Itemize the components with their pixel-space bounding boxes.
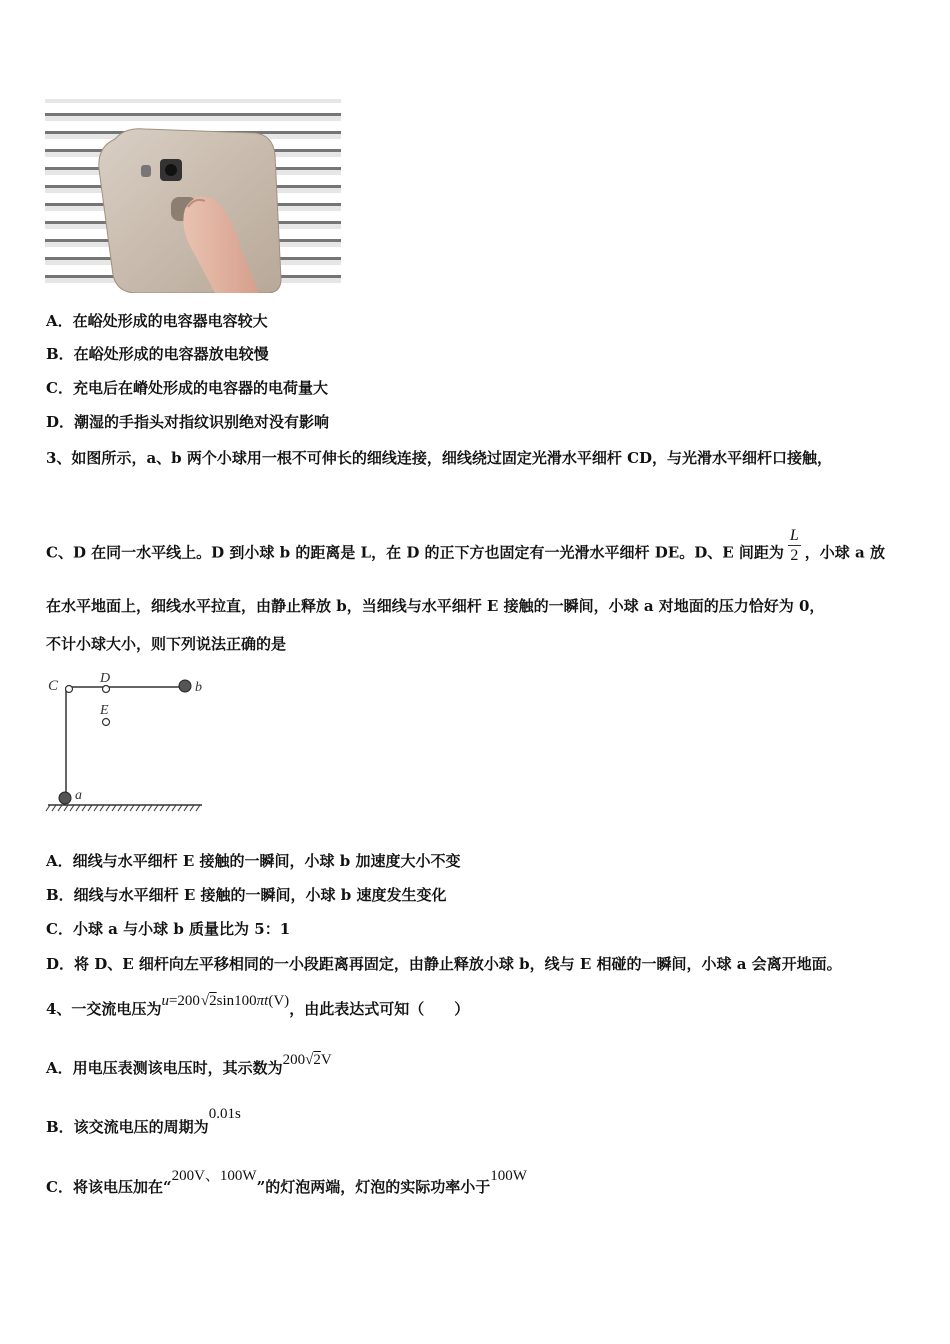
q4-stem-after: ，由此表达式可知（ ）: [289, 1000, 470, 1018]
q3-stem-line2-after: ，小球 a 放: [804, 543, 885, 562]
label-e: E: [100, 703, 109, 718]
ball-b: [179, 680, 191, 692]
q3-stem-line2-before: C、D 在同一水平线上。D 到小球 b 的距离是 L，在 D 的正下方也固定有一光滑水平细杆 DE。D、E 间距为: [46, 543, 784, 562]
q2-option-b: B．在峪处形成的电容器放电较慢: [46, 345, 269, 363]
q4-option-a-value-pre: 200: [282, 1052, 306, 1068]
q3-stem-line2: [46, 527, 885, 573]
q4-option-c-value: 100W: [490, 1168, 527, 1184]
q4-formula-u: u: [161, 993, 169, 1009]
q4-option-a-value-unit: V: [320, 1052, 332, 1068]
q4-formula-sin: sin100: [216, 993, 257, 1009]
q4-stem: [46, 993, 470, 1020]
q4-option-a: [46, 1052, 332, 1079]
q4-formula-pi-t: πt: [256, 993, 269, 1009]
q3-diagram: [44, 668, 210, 816]
q4-option-a-value-sqrt: 2: [313, 1052, 321, 1068]
q4-option-c-text-mid: ”的灯泡两端，灯泡的实际功率小于: [256, 1178, 491, 1196]
ball-a: [59, 792, 71, 804]
q4-option-c: [46, 1168, 527, 1198]
fraction-l-over-2: [788, 526, 801, 565]
fraction-denominator: 2: [790, 547, 799, 564]
q3-stem-line4: 不计小球大小，则下列说法正确的是: [46, 635, 287, 653]
q4-option-b-text: B．该交流电压的周期为: [46, 1118, 209, 1136]
q3-stem-line3: 在水平地面上，细线水平拉直，由静止释放 b，当细线与水平细杆 E 接触的一瞬间，小球 a 对地面的压力恰好为 0，: [46, 597, 825, 615]
label-b: b: [195, 680, 202, 695]
q3-option-c: C．小球 a 与小球 b 质量比为 5：1: [46, 920, 291, 938]
q4-option-c-text-before: C．将该电压加在“: [46, 1178, 172, 1196]
rod-c-marker: [66, 686, 73, 693]
sqrt-symbol: √: [200, 993, 210, 1009]
rod-e-marker: [103, 719, 110, 726]
rod-d-marker: [103, 686, 110, 693]
q4-formula-unit: (V): [268, 993, 290, 1009]
fingerprint-phone-photo: [45, 99, 341, 293]
q2-option-d: D．潮湿的手指头对指纹识别绝对没有影响: [46, 413, 330, 431]
label-c: C: [48, 678, 59, 694]
q4-option-b: [46, 1106, 241, 1138]
label-a: a: [75, 788, 82, 803]
q4-formula-eq: =200: [168, 993, 200, 1009]
q4-formula: [161, 993, 289, 1009]
q4-option-c-rating: 200V、100W: [171, 1168, 257, 1184]
fraction-numerator: L: [789, 527, 799, 544]
q3-option-a: A．细线与水平细杆 E 接触的一瞬间，小球 b 加速度大小不变: [46, 852, 461, 870]
q3-stem-line1: 3、如图所示，a、b 两个小球用一根不可伸长的细线连接，细线绕过固定光滑水平细杆 CD，与光滑水平细杆口接触，: [46, 449, 833, 467]
q3-option-d: D．将 D、E 细杆向左平移相同的一小段距离再固定，由静止释放小球 b，线与 E 相碰的一瞬间，小球 a 会离开地面。: [46, 955, 842, 973]
q3-option-b: B．细线与水平细杆 E 接触的一瞬间，小球 b 速度发生变化: [46, 886, 447, 904]
label-d: D: [100, 671, 111, 686]
q2-option-a: A．在峪处形成的电容器电容较大: [46, 312, 268, 330]
q2-option-c: C．充电后在嵴处形成的电容器的电荷量大: [46, 379, 328, 397]
q4-option-a-value: [283, 1052, 332, 1068]
sqrt-symbol: √: [305, 1052, 314, 1068]
q4-formula-sqrt: 2: [209, 993, 217, 1009]
q4-option-b-value: 0.01s: [208, 1106, 241, 1122]
q4-option-a-text: A．用电压表测该电压时，其示数为: [46, 1059, 283, 1077]
q4-stem-before: 4、一交流电压为: [46, 1000, 162, 1018]
